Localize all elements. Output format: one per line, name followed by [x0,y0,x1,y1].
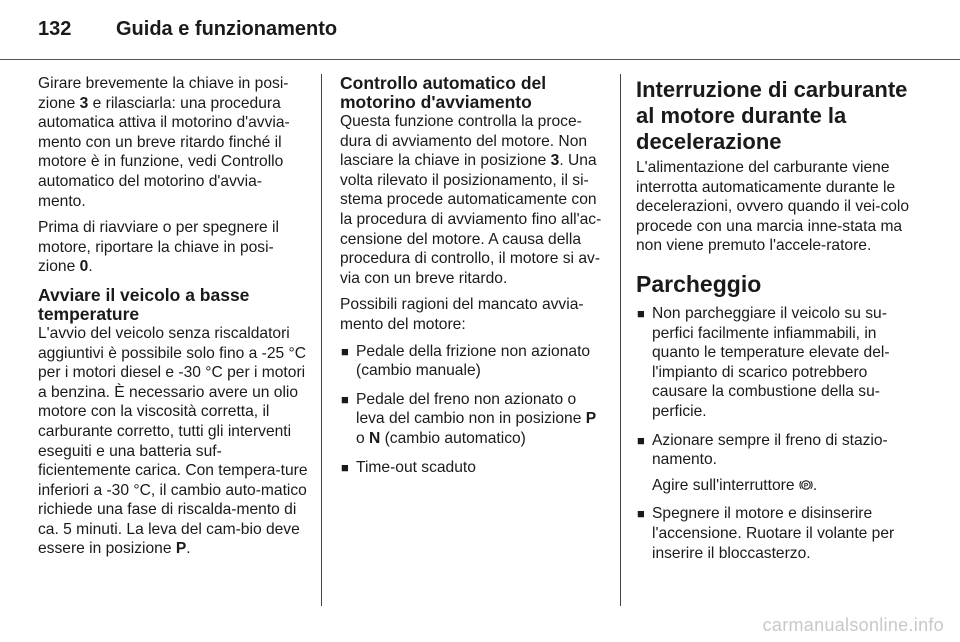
heading-cold-start: Avviare il veicolo a basse temperature [38,284,250,324]
paragraph-starter-control: Questa funzione controlla la proce-dura di avviamento del motore. Non lasciare la chiave in posizione 3. Una volta rilevato il posizionamento, il si-stema procede automaticamente con la procedura di avviamento fino all'ac-censione del motore. A causa della procedura di controllo, il motore si av-via con un breve ritardo. [340,113,602,287]
parking-list [636,304,926,563]
page-header [38,18,337,46]
parking-brake-icon [799,478,813,492]
watermark: carmanualsonline.info [762,615,944,635]
section-title: Guida e funzionamento [116,18,338,40]
header-divider [0,59,960,60]
paragraph-key-position-3: Girare brevemente la chiave in posi-zione 3 e rilasciarla: una procedura automatica attiva il motorino d'avvia-mento con un breve ritardo finché il motore è in funzione, vedi Controllo automatico del motorino d'avvia-mento. [38,75,290,210]
page-number: 132 [38,18,72,40]
column-divider-2 [620,74,621,606]
column-3 [636,74,926,572]
list-item: ■ Pedale del freno non azionato o leva del cambio non in posizione P o N (cambio automatico) [341,390,597,447]
paragraph-key-position-0: Prima di riavviare o per spegnere il motore, riportare la chiave in posi-zione 0. [38,219,279,276]
paragraph-failure-reasons: Possibili ragioni del mancato avvia-mento del motore: [340,296,584,333]
failure-reasons-list [340,342,608,478]
list-item: ■ Spegnere il motore e disinserire l'accensione. Ruotare il volante per inserire il bloccasterzo. [637,505,895,562]
list-item: ■ Non parcheggiare il veicolo su su-perfici facilmente infiammabili, in quanto le temperature elevate del-l'impianto di scarico potrebbero causare la combustione della su-perficie. [637,304,890,420]
paragraph-cold-start: L'avvio del veicolo senza riscaldatori aggiuntivi è possibile solo fino a -25 °C per i motori diesel e -30 °C per i motori a benzina. È necessario avere un olio motore con la viscosità corretta, il carburante corretto, tutti gli interventi eseguiti e una batteria suf-ficientemente carica. Con tempera-ture inferiori a -30 °C, il cambio auto-matico richiede una fase di riscalda-mento di ca. 5 minuti. La leva del cam-bio deve essere in posizione P. [38,324,308,558]
list-item: ■ Azionare sempre il freno di stazio-namento. Agire sull'interruttore P . [636,431,926,496]
column-1 [38,74,308,566]
paragraph-fuel-cutoff: L'alimentazione del carburante viene interrotta automaticamente durante le decelerazioni, ovvero quando il vei-colo procede con una marcia inne-stata ma non viene premuto l'accele-ratore. [636,159,910,255]
column-divider-1 [321,74,322,606]
heading-fuel-cutoff: Interruzione di carburante al motore durante la decelerazione [636,77,908,154]
list-item: ■ Time-out scaduto [341,458,476,476]
list-item: ■ Pedale della frizione non azionato (cambio manuale) [341,342,591,380]
column-2 [340,74,608,486]
heading-parking: Parcheggio [636,270,762,297]
heading-starter-control: Controllo automatico del motorino d'avviamento [340,73,547,112]
parking-brake-instruction: Agire sull'interruttore P . [652,476,818,494]
svg-text:P: P [803,482,809,490]
